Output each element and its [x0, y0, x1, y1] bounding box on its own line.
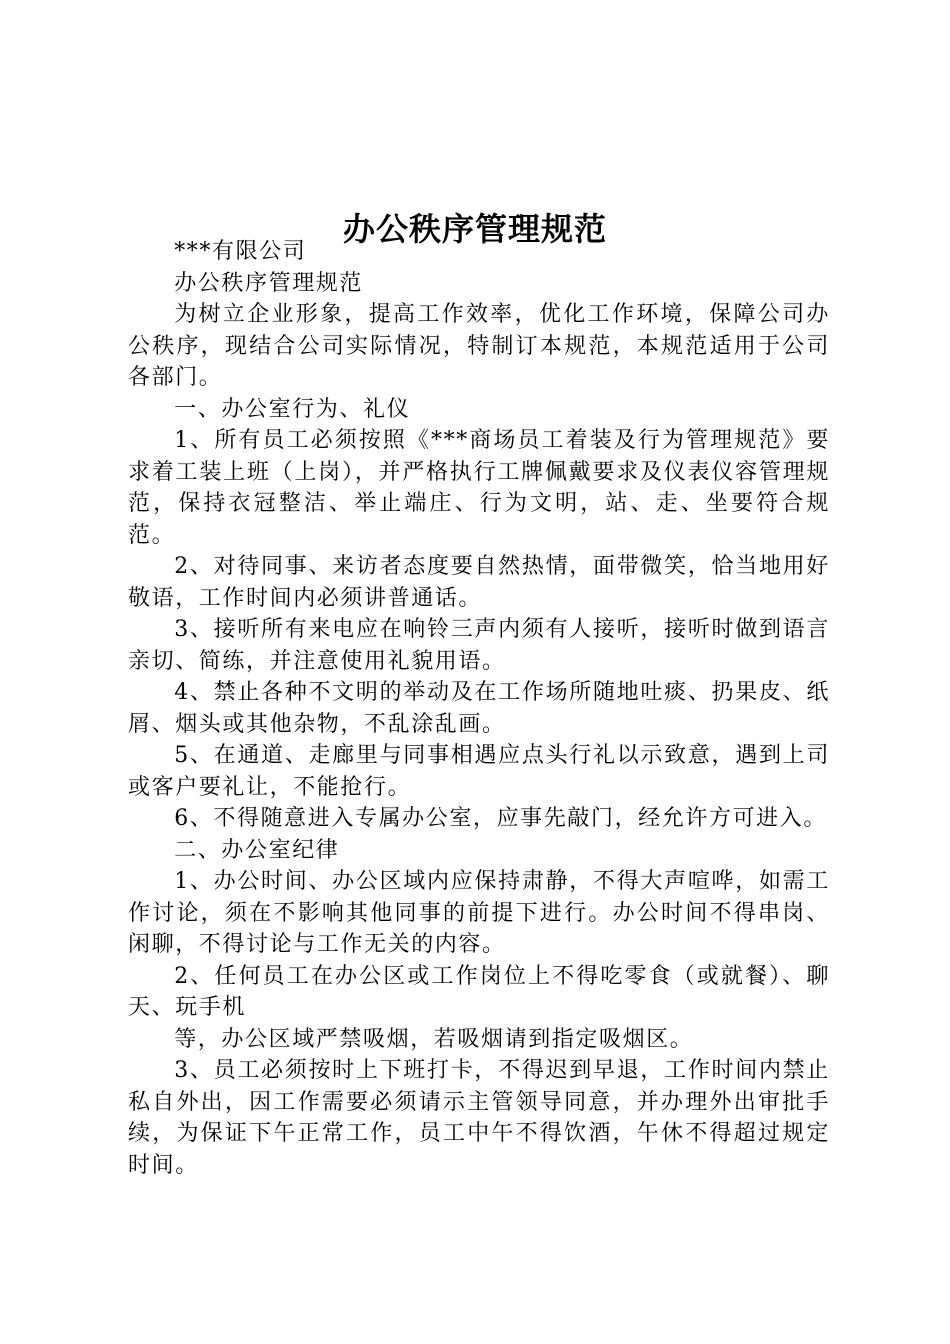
- rule-1-2: 2、对待同事、来访者态度要自然热情，面带微笑，恰当地用好敬语，工作时间内必须讲普通话。: [128, 554, 830, 611]
- section-heading-1: 一、办公室行为、礼仪: [174, 396, 411, 422]
- rule-1-6: 6、不得随意进入专属办公室，应事先敲门，经允许方可进入。: [174, 806, 827, 831]
- document-body: [128, 236, 830, 1181]
- rule-2-1: 1、办公时间、办公区域内应保持肃静，不得大声喧哗，如需工作讨论，须在不影响其他同事的前提下进行。办公时间不得串岗、闲聊，不得讨论与工作无关的内容。: [128, 869, 830, 957]
- rule-2-3: 3、员工必须按时上下班打卡，不得迟到早退，工作时间内禁止私自外出，因工作需要必须请示主管领导同意，并办理外出审批手续，为保证下午正常工作，员工中午不得饮酒，午休不得超过规定时间。: [128, 1058, 830, 1178]
- company-name: ***有限公司: [174, 239, 307, 264]
- section-heading-2: 二、办公室纪律: [174, 837, 340, 863]
- intro-paragraph: 为树立企业形象，提高工作效率，优化工作环境，保障公司办公秩序，现结合公司实际情况，特制订本规范，本规范适用于公司各部门。: [128, 302, 830, 390]
- document-title: 办公秩序管理规范: [342, 210, 607, 249]
- rule-1-5: 5、在通道、走廊里与同事相遇应点头行礼以示致意，遇到上司或客户要礼让，不能抢行。: [128, 743, 830, 800]
- rule-2-2: 2、任何员工在办公区或工作岗位上不得吃零食（或就餐）、聊天、玩手机: [128, 963, 830, 1020]
- subtitle: 办公秩序管理规范: [174, 270, 363, 296]
- rule-1-4: 4、禁止各种不文明的举动及在工作场所随地吐痰、扔果皮、纸屑、烟头或其他杂物，不乱涂乱画。: [128, 680, 830, 737]
- rule-2-2-continued: 等，办公区域严禁吸烟，若吸烟请到指定吸烟区。: [174, 1026, 694, 1052]
- rule-1-3: 3、接听所有来电应在响铃三声内须有人接听，接听时做到语言亲切、简练，并注意使用礼貌用语。: [128, 617, 830, 674]
- rule-1-1: 1、所有员工必须按照《***商场员工着装及行为管理规范》要求着工装上班（上岗），并严格执行工牌佩戴要求及仪表仪容管理规范，保持衣冠整洁、举止端庄、行为文明，站、走、坐要符合规范。: [128, 428, 830, 548]
